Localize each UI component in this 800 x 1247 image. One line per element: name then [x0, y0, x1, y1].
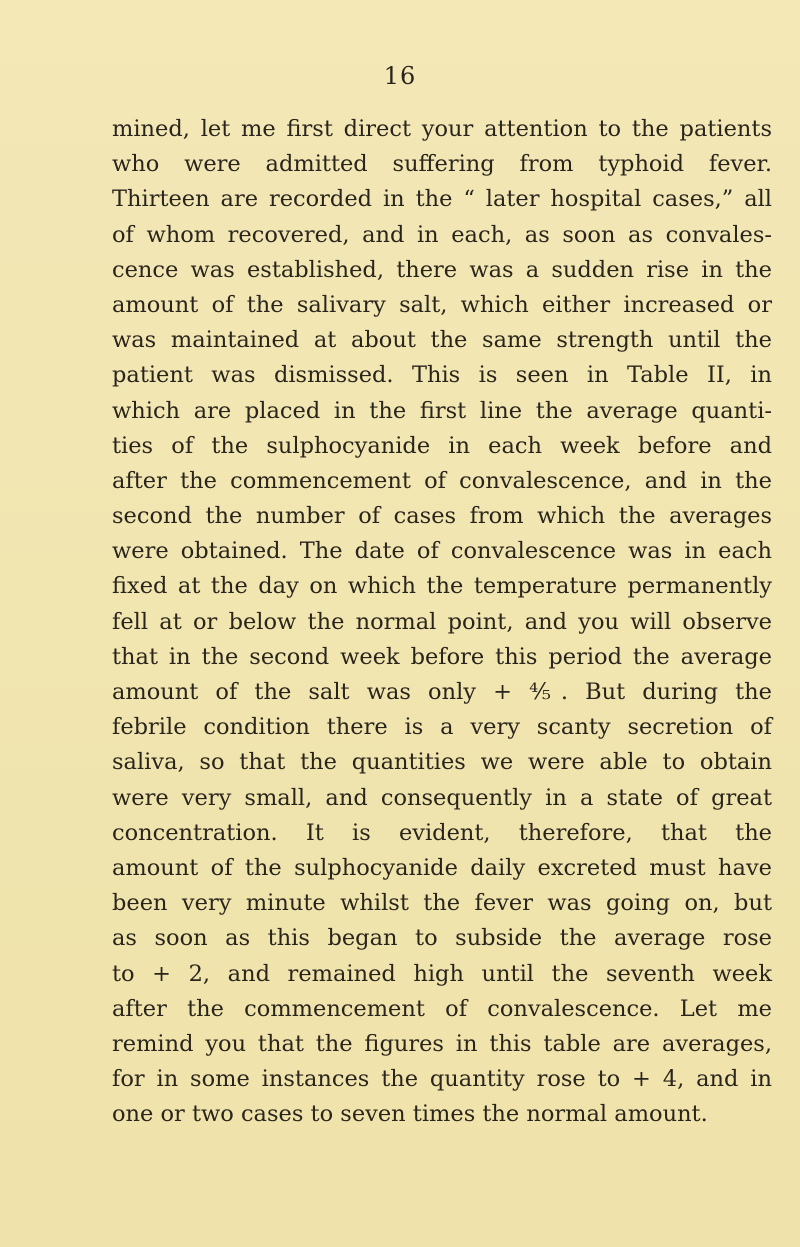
text-line: amount of the sulphocyanide daily excreted must have — [112, 854, 772, 881]
text-line: fixed at the day on which the temperature permanently — [112, 573, 772, 600]
text-line: was maintained at about the same strength until the — [112, 327, 772, 354]
text-line: who were admitted suffering from typhoid fever. — [112, 151, 772, 178]
text-line: for in some instances the quantity rose to + 4, and in — [112, 1066, 772, 1093]
text-line: cence was established, there was a sudden rise in the — [112, 256, 772, 283]
text-line: Thirteen are recorded in the “ later hospital cases,” all — [112, 186, 772, 213]
text-line: one or two cases to seven times the normal amount. — [112, 1101, 708, 1128]
text-line: as soon as this began to subside the average rose — [112, 925, 772, 952]
text-line: fell at or below the normal point, and you will observe — [112, 608, 772, 635]
text-line: were obtained. The date of convalescence was in each — [112, 538, 772, 565]
text-line: concentration. It is evident, therefore, that the — [112, 819, 772, 846]
text-line: saliva, so that the quantities we were able to obtain — [112, 749, 772, 776]
text-line: of whom recovered, and in each, as soon as convales- — [112, 221, 772, 248]
text-line: been very minute whilst the fever was going on, but — [112, 890, 772, 917]
text-line: febrile condition there is a very scanty secretion of — [112, 714, 772, 741]
text-line: mined, let me first direct your attention to the patients — [112, 116, 772, 142]
text-line: that in the second week before this period the average — [112, 643, 772, 670]
text-line: amount of the salivary salt, which either increased or — [112, 291, 772, 318]
text-line: remind you that the figures in this table are averages, — [112, 1030, 772, 1057]
text-line: second the number of cases from which the averages — [112, 503, 772, 530]
text-line: after the commencement of convalescence. Let me — [112, 995, 772, 1022]
text-line: to + 2, and remained high until the seventh week — [112, 960, 772, 987]
text-line: amount of the salt was only + ⅘. But during the — [112, 679, 772, 705]
body-text — [112, 112, 772, 1132]
text-line: ties of the sulphocyanide in each week before and — [112, 432, 772, 459]
page-number: 16 — [383, 62, 417, 90]
text-line: patient was dismissed. This is seen in Table II, in — [112, 362, 772, 389]
text-line: which are placed in the first line the average quanti- — [112, 397, 772, 424]
text-line: were very small, and consequently in a state of great — [112, 784, 772, 811]
text-line: after the commencement of convalescence, and in the — [112, 467, 772, 494]
